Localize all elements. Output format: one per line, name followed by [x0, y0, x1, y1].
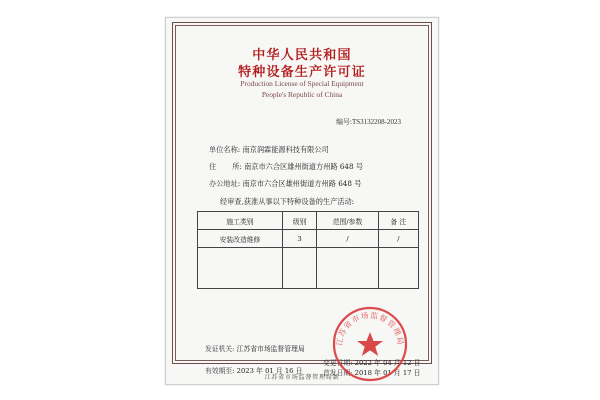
- license-certificate: [165, 17, 439, 385]
- seal-text: 江苏省市场监督管理局: [334, 310, 406, 347]
- number-value: TS3132208-2023: [352, 118, 401, 126]
- validity-label: 有效期至:: [205, 367, 235, 375]
- empty-cell: [317, 248, 379, 289]
- empty-cell: [198, 248, 283, 289]
- english-title-line-1: Production License of Special Equipment: [240, 79, 364, 88]
- issuer-value: 江苏省市场监督管理局: [236, 345, 305, 353]
- header-category: 施工类别: [198, 212, 283, 230]
- header-range: 范围/参数: [317, 212, 379, 230]
- header-level: 级别: [282, 212, 316, 230]
- office-label: 办公地址:: [209, 179, 241, 188]
- cell-category: 安装改造维修: [198, 230, 283, 248]
- cell-range: /: [317, 230, 379, 248]
- office-value: 南京市六合区雄州街道方州路 648 号: [242, 179, 362, 188]
- scope-header-row: [198, 212, 419, 230]
- title-line-1: 中华人民共和国: [252, 48, 352, 63]
- address-row: [209, 162, 363, 172]
- issuer-row: [205, 343, 305, 353]
- number-label: 编号:: [336, 118, 352, 126]
- unit-label: 单位名称:: [209, 145, 241, 154]
- scope-row: [198, 230, 419, 248]
- office-address-row: [209, 179, 361, 189]
- unit-value: 南京润霖能源科技有限公司: [242, 145, 329, 154]
- address-label-2: 所:: [232, 162, 242, 171]
- validity-value: 2023 年 01 月 16 日: [236, 367, 303, 375]
- change-value: 2022 年 04 月 12 日: [354, 359, 421, 367]
- empty-cell: [282, 248, 316, 289]
- title-line-2: 特种设备生产许可证: [238, 65, 366, 80]
- header-remarks: 备 注: [378, 212, 418, 230]
- change-label: 变更日期:: [323, 359, 353, 367]
- address-value: 南京市六合区雄州街道方州路 648 号: [244, 162, 364, 171]
- scope-table: [197, 211, 419, 289]
- issuing-authority-footer: 江苏省市场监督管理局制: [264, 374, 340, 381]
- address-label-1: 住: [209, 162, 217, 171]
- english-title-line-2: People's Republic of China: [261, 90, 343, 99]
- issuer-label: 发证机关:: [205, 345, 235, 353]
- first-issue-value: 2018 年 01 月 17 日: [354, 369, 421, 377]
- cell-remarks: /: [378, 230, 418, 248]
- empty-cell: [378, 248, 418, 289]
- unit-name-row: [209, 145, 329, 155]
- scope-empty-row: [198, 248, 419, 289]
- cell-level: 3: [282, 230, 316, 248]
- certificate-number: [336, 117, 401, 127]
- approval-statement: 经审查,获准从事以下特种设备的生产活动:: [220, 197, 355, 206]
- first-issue-label: 首发日期:: [323, 369, 353, 377]
